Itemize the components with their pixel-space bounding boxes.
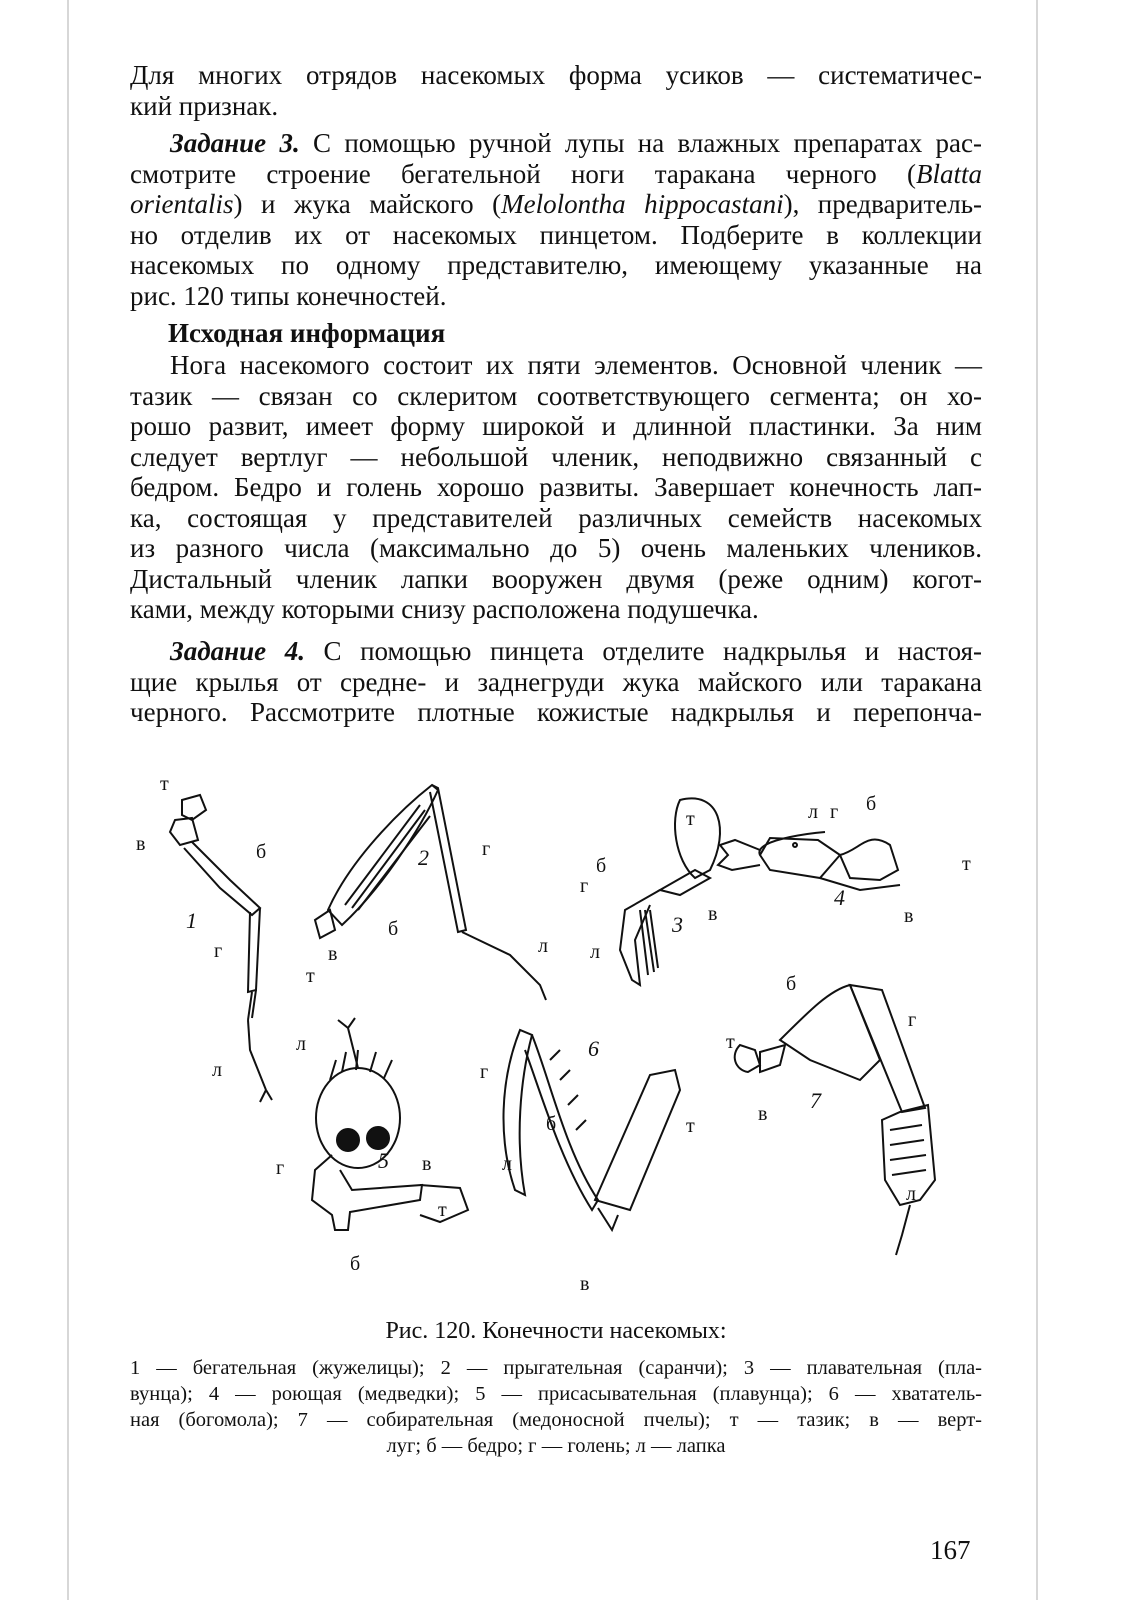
label-b: б bbox=[388, 918, 399, 940]
label-v: в bbox=[904, 905, 914, 927]
text-line: но отделив их от насекомых пинцетом. Подберите в коллекции bbox=[130, 219, 982, 250]
leg-number-2: 2 bbox=[418, 845, 429, 870]
label-g: г bbox=[830, 801, 839, 823]
text-segment: С помощью ручной лупы на влажных препаратах рас- bbox=[299, 128, 982, 158]
task4-label: Задание 4. bbox=[170, 636, 305, 666]
label-b: б bbox=[596, 855, 607, 877]
legend-line: ная (богомола); 7 — собирательная (медоносной пчелы); т — тазик; в — верт- bbox=[130, 1409, 982, 1431]
label-l: л bbox=[906, 1183, 916, 1205]
text-line: щие крылья от средне- и заднегруди жука майского или таракана bbox=[130, 666, 982, 697]
text-line: из разного числа (максимально до 5) очень маленьких члеников. bbox=[130, 533, 982, 563]
text-line: рис. 120 типы конечностей. bbox=[130, 280, 447, 311]
figure-caption: Рис. 120. Конечности насекомых: bbox=[385, 1318, 727, 1344]
label-t: т bbox=[962, 853, 971, 875]
label-t: т bbox=[686, 1115, 695, 1137]
label-l: л bbox=[808, 801, 818, 823]
label-b: б bbox=[256, 841, 267, 863]
leg-swimming-drawing bbox=[620, 798, 720, 985]
text-line: Для многих отрядов насекомых форма усиков — систематичес- bbox=[130, 60, 982, 90]
label-v: в bbox=[422, 1153, 432, 1175]
paragraph-intro bbox=[130, 60, 982, 121]
label-t: т bbox=[726, 1031, 735, 1053]
label-g: г bbox=[908, 1009, 917, 1031]
label-g: г bbox=[482, 838, 491, 860]
page-border-left bbox=[67, 0, 69, 1600]
label-b: б bbox=[546, 1113, 557, 1135]
latin-name: Blatta bbox=[916, 158, 982, 189]
paragraph-task4 bbox=[130, 636, 982, 728]
label-t: т bbox=[306, 965, 315, 987]
label-g: г bbox=[276, 1157, 285, 1179]
text-segment: ), предваритель- bbox=[783, 189, 983, 219]
legend-line: вунца); 4 — роющая (медведки); 5 — присасывательная (плавунца); 6 — хвататель- bbox=[130, 1383, 982, 1405]
label-v: в bbox=[136, 833, 146, 855]
legend-line: 1 — бегательная (жужелицы); 2 — прыгательная (саранчи); 3 — плавательная (пла- bbox=[130, 1357, 982, 1379]
text-line: тазик — связан со склеритом соответствующего сегмента; он хо- bbox=[130, 380, 982, 411]
label-g: г bbox=[480, 1061, 489, 1083]
label-t: т bbox=[686, 808, 695, 830]
figure-insect-legs bbox=[120, 760, 1000, 1300]
label-v: в bbox=[758, 1103, 768, 1125]
label-l: л bbox=[296, 1033, 306, 1055]
leg-number-5: 5 bbox=[378, 1148, 389, 1173]
legend-line: луг; б — бедро; г — голень; л — лапка bbox=[386, 1435, 726, 1457]
leg-number-1: 1 bbox=[186, 908, 197, 933]
text-line: кий признак. bbox=[130, 90, 279, 121]
leg-number-7: 7 bbox=[810, 1088, 821, 1113]
paragraph-task3 bbox=[130, 128, 982, 311]
text-line: рошо развит, имеет форму широкой и длинной пластинки. За ним bbox=[130, 411, 982, 441]
leg-number-6: 6 bbox=[588, 1036, 599, 1061]
leg-number-4: 4 bbox=[834, 885, 845, 910]
label-l: л bbox=[538, 935, 548, 957]
label-g: г bbox=[580, 875, 589, 897]
text-line: ками, между которыми снизу расположена подушечка. bbox=[130, 594, 759, 624]
text-line: Дистальный членик лапки вооружен двумя (реже одним) когот- bbox=[130, 563, 982, 594]
task3-label: Задание 3. bbox=[170, 128, 300, 158]
label-b: б bbox=[350, 1253, 361, 1275]
label-b: б bbox=[866, 793, 877, 815]
leg-number-3: 3 bbox=[672, 912, 683, 937]
label-t: т bbox=[438, 1199, 447, 1221]
section-heading: Исходная информация bbox=[168, 318, 446, 348]
label-g: г bbox=[214, 940, 223, 962]
label-v: в bbox=[328, 943, 338, 965]
label-v: в bbox=[708, 903, 718, 925]
leg-digging-drawing bbox=[718, 832, 900, 890]
text-line: насекомых по одному представителю, имеющему указанные на bbox=[130, 250, 982, 280]
latin-name: orientalis bbox=[130, 189, 234, 219]
figure-legend bbox=[130, 1355, 982, 1459]
text-line: бедром. Бедро и голень хорошо развиты. Завершает конечность лап- bbox=[130, 472, 982, 502]
text-line: ка, состоящая у представителей различных семейств насекомых bbox=[130, 502, 982, 533]
paragraph-source-info bbox=[130, 350, 982, 625]
label-v: в bbox=[580, 1273, 590, 1295]
label-b: б bbox=[786, 973, 797, 995]
leg-jumping-drawing bbox=[315, 785, 546, 1000]
text-line: черного. Рассмотрите плотные кожистые надкрылья и перепонча- bbox=[130, 697, 982, 727]
label-l: л bbox=[590, 941, 600, 963]
label-l: л bbox=[212, 1059, 222, 1081]
latin-name: Melolontha hippocastani bbox=[501, 189, 784, 219]
label-l: л bbox=[502, 1153, 512, 1175]
text-line: Нога насекомого состоит их пяти элементов. Основной членик — bbox=[170, 350, 982, 380]
page-number: 167 bbox=[930, 1535, 971, 1565]
page-border-right bbox=[1036, 0, 1038, 1600]
text-segment: ) и жука майского ( bbox=[233, 189, 502, 219]
text-segment: С помощью пинцета отделите надкрылья и настоя- bbox=[304, 636, 982, 666]
text-segment: смотрите строение бегательной ноги таракана черного ( bbox=[130, 158, 916, 189]
label-t: т bbox=[160, 773, 169, 795]
text-line: следует вертлуг — небольшой членик, неподвижно связанный с bbox=[130, 441, 982, 472]
